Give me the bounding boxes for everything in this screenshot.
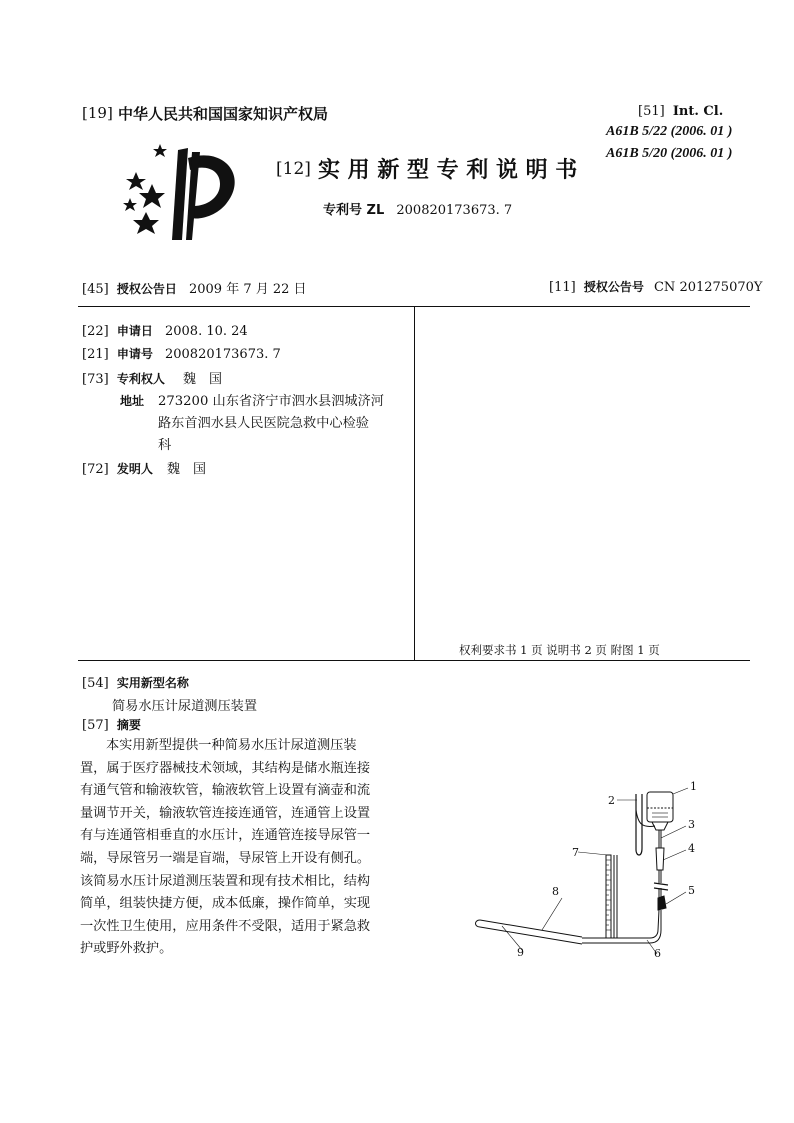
- int-cl-label: Int. Cl.: [672, 104, 724, 119]
- sipo-logo: [108, 132, 258, 242]
- abstract-line: 一次性卫生使用，应用条件不受限，适用于紧急救: [80, 918, 371, 934]
- manometer-scale: [606, 855, 611, 938]
- int-cl-code: [51]: [638, 104, 665, 119]
- publication-number-row: [549, 278, 762, 295]
- storage-bottle: [647, 792, 673, 822]
- pub-date-label: 授权公告日: [116, 282, 177, 296]
- abstract-body: [80, 735, 370, 961]
- patent-number-row: [323, 199, 512, 218]
- logo-star: [139, 184, 165, 208]
- publication-date-row: [82, 278, 307, 297]
- inventor-code: [72]: [82, 462, 109, 477]
- abstract-header: [82, 716, 141, 733]
- figure-label-8: 8: [552, 885, 559, 898]
- title-label: 实用新型名称: [116, 676, 189, 690]
- inventor-row: [82, 458, 206, 477]
- patentee-code: [73]: [82, 372, 109, 387]
- logo-wedge: [186, 152, 200, 240]
- utility-model-title: 简易水压计尿道测压装置: [112, 699, 258, 714]
- pub-date-code: [45]: [82, 282, 109, 297]
- figure-label-6: 6: [654, 947, 661, 960]
- figure-label-1: 1: [690, 780, 697, 793]
- abstract-code: [57]: [82, 718, 109, 733]
- abstract-line: 量调节开关，输液软管连接连通管，连通管上设置: [80, 805, 371, 821]
- office-code: [19]: [82, 104, 113, 122]
- patent-number: 200820173673. 7: [396, 203, 513, 218]
- figure-label-7: 7: [572, 846, 579, 859]
- divider-middle: [78, 660, 750, 661]
- urinary-catheter: [480, 920, 582, 944]
- abstract-line: 护或野外救护。: [80, 941, 173, 957]
- logo-wedge: [172, 148, 188, 240]
- address-line-1: 273200 山东省济宁市泗水县泗城济河: [158, 394, 384, 409]
- logo-star: [133, 212, 159, 234]
- figure-label-5: 5: [688, 884, 695, 897]
- doc-type-title: 实 用 新 型 专 利 说 明 书: [318, 158, 578, 183]
- pub-number-label: 授权公告号: [583, 280, 644, 294]
- figure-label-2: 2: [608, 794, 615, 807]
- flow-regulator: [658, 896, 666, 910]
- divider-vertical: [414, 306, 415, 660]
- abstract-line: 简单，组装快捷方便，成本低廉，操作简单，实现: [80, 896, 371, 912]
- inventor-value: 魏 国: [166, 462, 206, 477]
- logo-star: [126, 172, 146, 190]
- address-label: 地址: [120, 394, 145, 408]
- patentee-label: 专利权人: [116, 372, 165, 386]
- address-line-3: 科: [158, 438, 172, 453]
- app-no-value: 200820173673. 7: [164, 347, 281, 362]
- figure-label-3: 3: [688, 818, 695, 831]
- figure-label-9: 9: [517, 946, 524, 959]
- title-code: [54]: [82, 676, 109, 691]
- address-line-2: 路东首泗水县人民医院急救中心检验: [158, 416, 369, 431]
- abstract-line: 端，导尿管另一端是盲端，导尿管上开设有侧孔。: [80, 850, 371, 866]
- patent-number-label: 专利号 ZL: [323, 203, 385, 218]
- doc-type-code: [12]: [276, 159, 311, 179]
- patentee-value: 魏 国: [182, 372, 222, 387]
- int-cl-2: A61B 5/20 (2006. 01 ): [606, 146, 733, 161]
- abstract-line: 该简易水压计尿道测压装置和现有技术相比，结构: [80, 873, 371, 889]
- filing-date-value: 2008. 10. 24: [164, 324, 248, 339]
- abstract-line: 本实用新型提供一种简易水压计尿道测压装: [106, 738, 357, 753]
- logo-star: [153, 144, 167, 157]
- drip-chamber: [656, 848, 664, 870]
- app-no-code: [21]: [82, 347, 109, 362]
- filing-date-row: [82, 322, 248, 339]
- application-number-row: [82, 345, 281, 362]
- abstract-line: 有通气管和输液软管，输液软管上设置有滴壶和流: [80, 783, 371, 799]
- int-cl-1: A61B 5/22 (2006. 01 ): [606, 124, 733, 139]
- int-cl-row: [638, 104, 723, 119]
- abstract-figure: [462, 780, 762, 970]
- patentee-row: [82, 368, 222, 387]
- pub-date-value: 2009 年 7 月 22 日: [188, 282, 307, 297]
- filing-date-label: 申请日: [116, 324, 153, 338]
- figure-label-4: 4: [688, 842, 695, 855]
- abstract-line: 置，属于医疗器械技术领域，其结构是储水瓶连接: [80, 760, 371, 776]
- abstract-line: 有与连通管相垂直的水压计，连通管连接导尿管一: [80, 828, 371, 844]
- app-no-label: 申请号: [116, 347, 153, 361]
- pages-summary: 权利要求书 1 页 说明书 2 页 附图 1 页: [459, 643, 660, 657]
- logo-star: [123, 198, 137, 211]
- inventor-label: 发明人: [116, 462, 153, 476]
- filing-date-code: [22]: [82, 324, 109, 339]
- pub-number-value: CN 201275070Y: [653, 280, 763, 295]
- office-name: 中华人民共和国国家知识产权局: [118, 105, 329, 123]
- title-section-header: [82, 674, 189, 691]
- abstract-label: 摘要: [116, 718, 141, 732]
- pub-number-code: [11]: [549, 280, 576, 295]
